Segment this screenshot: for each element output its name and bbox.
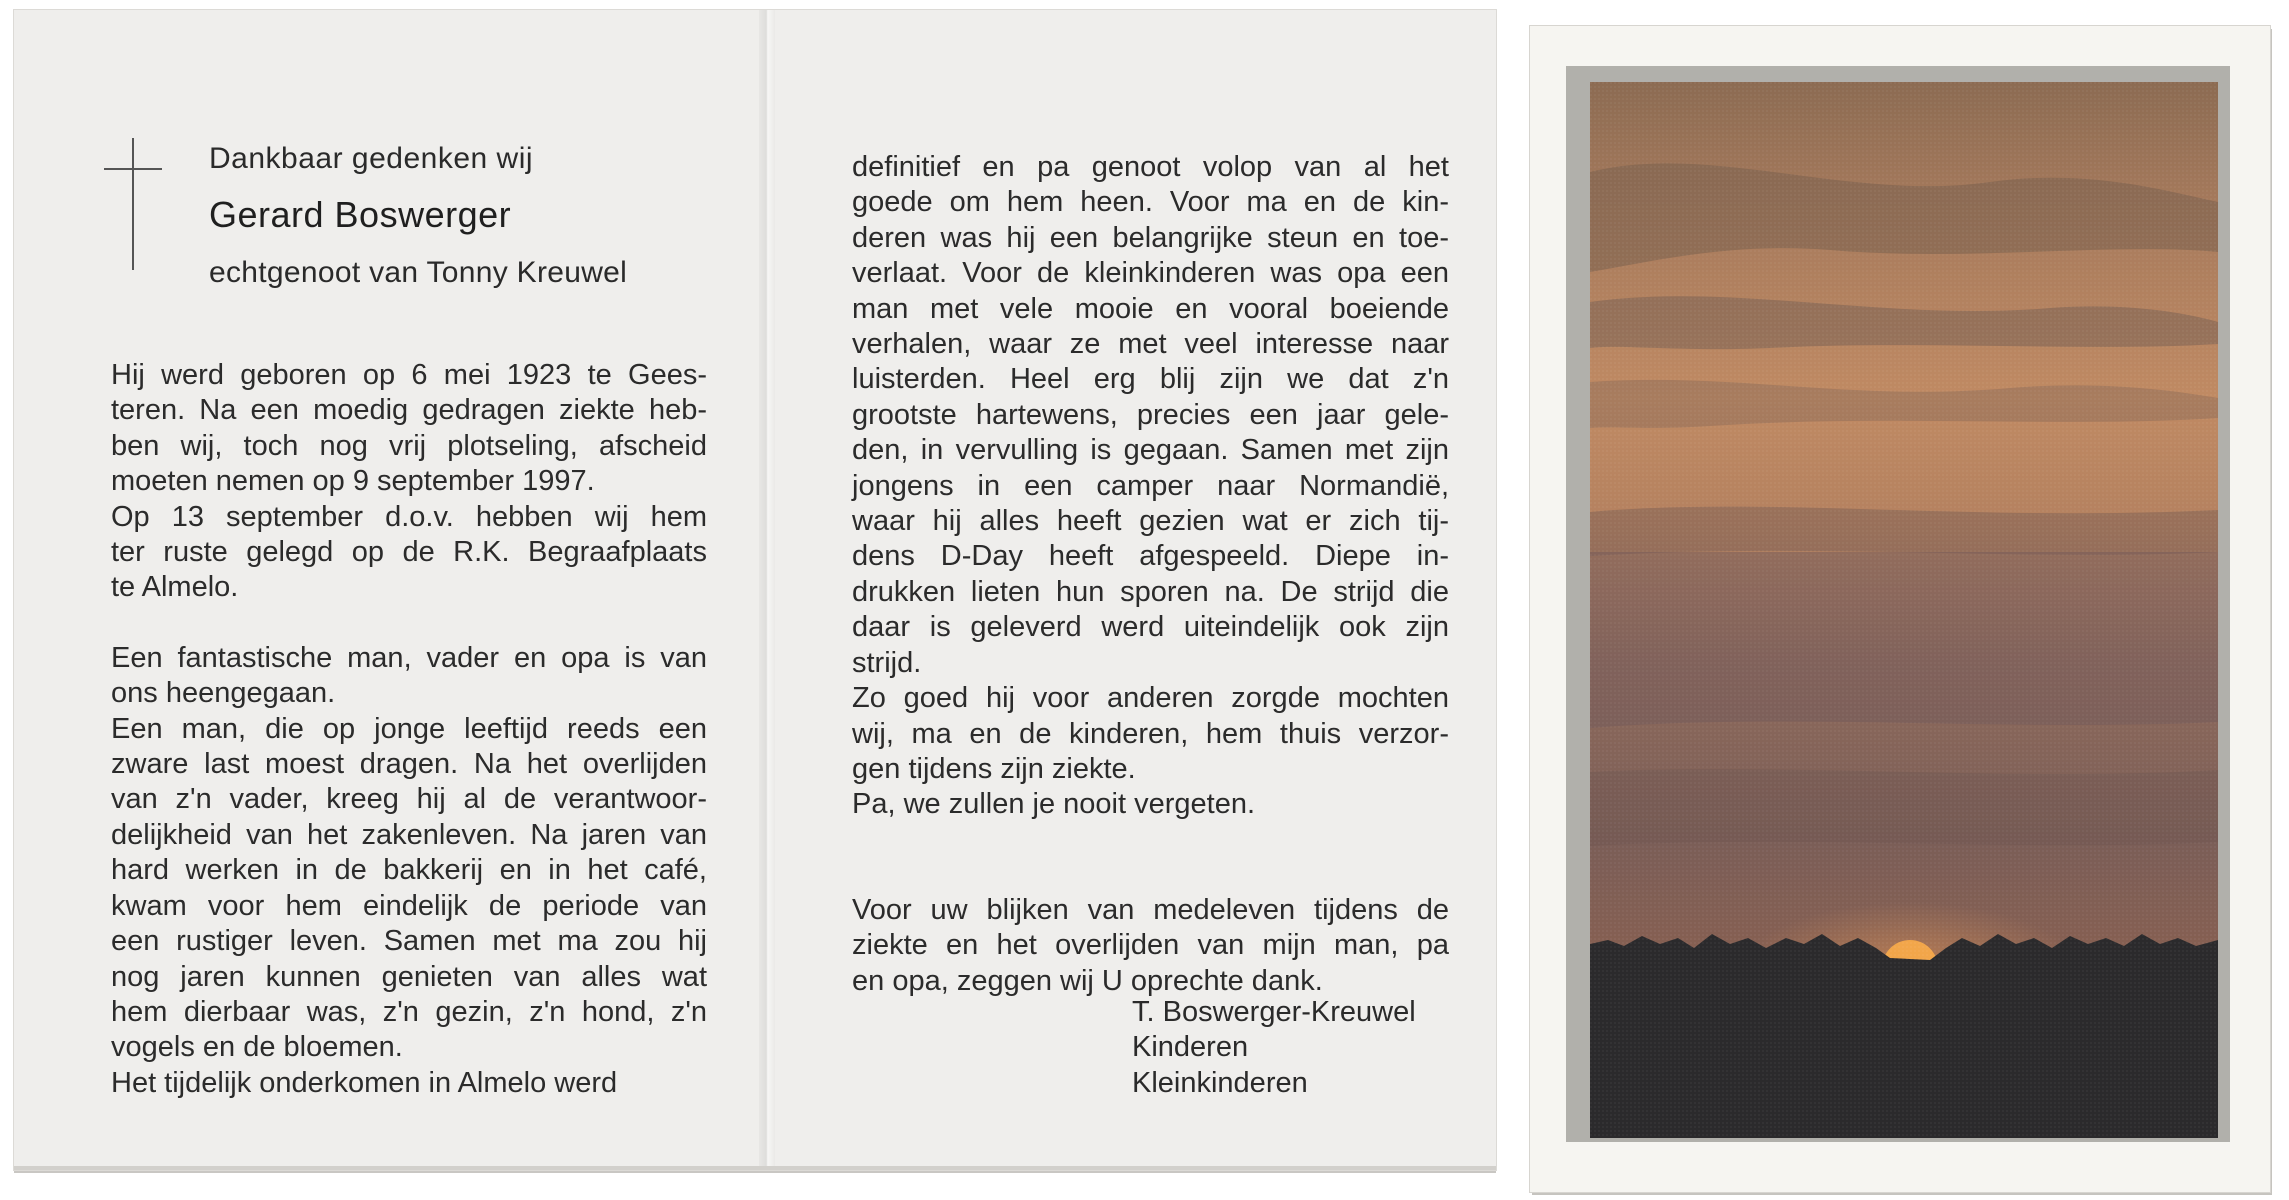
text-line: goede om hem heen. Voor ma en de kin- — [852, 186, 1449, 219]
text-line: hard werken in de bakkerij en in het café, — [111, 854, 707, 887]
text-line: Een man, die op jonge leeftijd reeds een — [111, 712, 707, 745]
text-line: nog jaren kunnen genieten van alles wat — [111, 960, 707, 993]
text-line: deren was hij een belangrijke steun en toe- — [852, 221, 1449, 254]
text-line: ons heengegaan. — [111, 677, 336, 710]
text-line: grootste hartewens, precies een jaar gele- — [852, 398, 1449, 431]
text-line: den, in vervulling is gegaan. Samen met zijn — [852, 434, 1449, 467]
card-fold — [759, 10, 775, 1170]
signature-line: Kleinkinderen — [1132, 1066, 1308, 1099]
text-line: zware last moest dragen. Na het overlijden — [111, 748, 707, 781]
text-line: verlaat. Voor de kleinkinderen was opa een — [852, 257, 1449, 290]
text-line: Pa, we zullen je nooit vergeten. — [852, 788, 1256, 821]
memorial-card-front — [1530, 26, 2270, 1192]
text-line: jongens in een camper naar Normandië, — [852, 469, 1449, 502]
text-line: Hij werd geboren op 6 mei 1923 te Gees- — [111, 359, 707, 391]
text-line: drukken lieten hun sporen na. De strijd die — [852, 575, 1449, 608]
text-line: strijd. — [852, 646, 922, 679]
right-page-text — [852, 150, 1449, 999]
card-edge — [14, 1166, 1496, 1170]
text-line: Een fantastische man, vader en opa is van — [111, 641, 707, 674]
sunset-photo — [1590, 82, 2218, 1138]
memorial-card-inside — [14, 10, 1496, 1170]
text-line: daar is geleverd werd uiteindelijk ook zijn — [852, 611, 1449, 644]
paragraph-gap — [852, 823, 1449, 858]
text-line: delijkheid van het zakenleven. Na jaren van — [111, 818, 707, 851]
text-line: waar hij alles heeft gezien wat er zich tij- — [852, 505, 1449, 538]
text-line: moeten nemen op 9 september 1997. — [111, 465, 595, 498]
text-line: een rustiger leven. Samen met ma zou hij — [111, 925, 707, 958]
sunset-image — [1590, 82, 2218, 1138]
spouse-line: echtgenoot van Tonny Kreuwel — [209, 256, 628, 289]
text-line: definitief en pa genoot volop van al het — [852, 151, 1449, 183]
text-line: Zo goed hij voor anderen zorgde mochten — [852, 682, 1449, 715]
text-line: Op 13 september d.o.v. hebben wij hem — [111, 500, 707, 533]
text-line: van z'n vader, kreeg hij al de verantwoor- — [111, 783, 707, 816]
deceased-name: Gerard Boswerger — [209, 194, 512, 235]
text-line: verhalen, waar ze met veel interesse naar — [852, 328, 1449, 361]
text-line: Voor uw blijken van medeleven tijdens de — [852, 893, 1449, 926]
text-line: dens D-Day heeft afgespeeld. Diepe in- — [852, 540, 1449, 573]
signature-line: Kinderen — [1132, 1031, 1249, 1064]
text-line: luisterden. Heel erg blij zijn we dat z'n — [852, 363, 1449, 396]
intro-text: Dankbaar gedenken wij — [209, 142, 534, 175]
signature-line: T. Boswerger-Kreuwel — [1132, 996, 1416, 1028]
text-line: wij, ma en de kinderen, hem thuis verzor- — [852, 717, 1449, 750]
text-line: Het tijdelijk onderkomen in Almelo werd — [111, 1066, 618, 1099]
text-line: ter ruste gelegd op de R.K. Begraafplaats — [111, 536, 707, 569]
text-line: teren. Na een moedig gedragen ziekte heb- — [111, 394, 707, 427]
text-line: hem dierbaar was, z'n gezin, z'n hond, z'n — [111, 995, 707, 1028]
paragraph-gap — [852, 858, 1449, 893]
text-line: ziekte en het overlijden van mijn man, pa — [852, 929, 1449, 962]
text-line: en opa, zeggen wij U oprechte dank. — [852, 964, 1323, 997]
signature-block — [1132, 995, 1416, 1101]
text-line: te Almelo. — [111, 571, 239, 604]
text-line: man met vele mooie en vooral boeiende — [852, 292, 1449, 325]
text-line: kwam voor hem eindelijk de periode van — [111, 889, 707, 922]
text-line: vogels en de bloemen. — [111, 1031, 403, 1064]
text-line: gen tijdens zijn ziekte. — [852, 752, 1136, 785]
left-page-text — [111, 358, 707, 1101]
text-line: ben wij, toch nog vrij plotseling, afscheid — [111, 429, 707, 462]
paragraph-gap — [111, 606, 707, 641]
